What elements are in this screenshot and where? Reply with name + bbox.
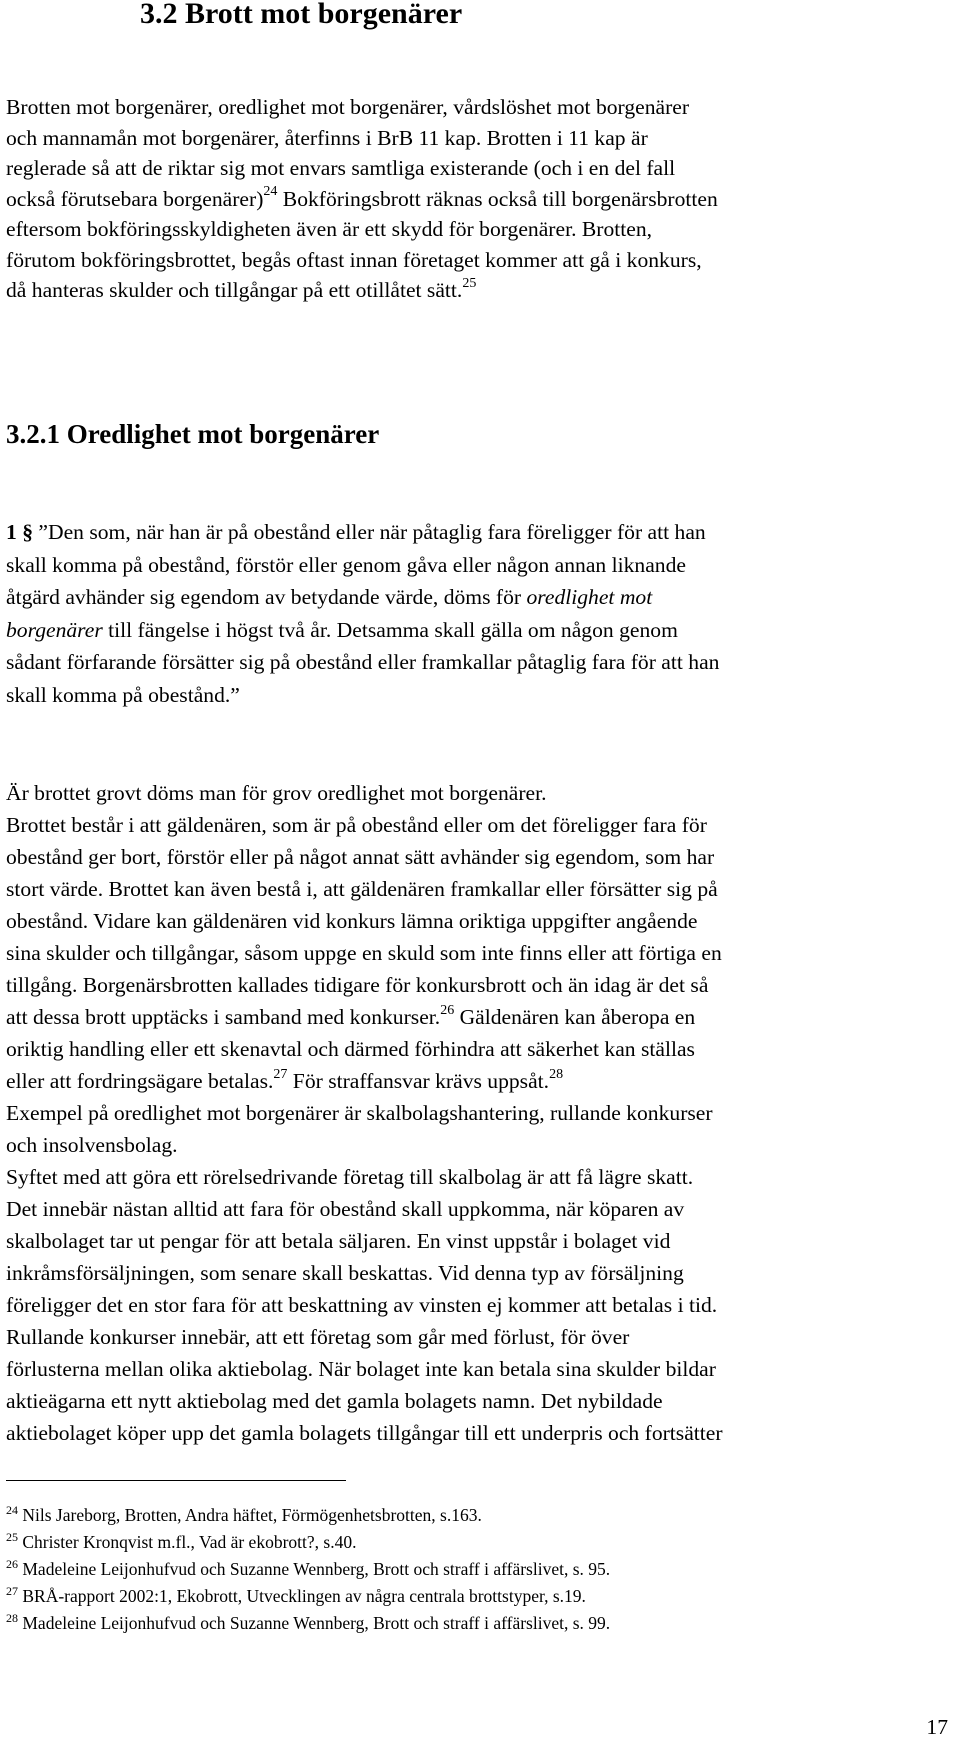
text-line: reglerade så att de riktar sig mot envars samtliga existerande (och i en del fall (6, 156, 676, 180)
text-line: sina skulder och tillgångar, såsom uppge en skuld som inte finns eller att förtiga en (6, 941, 722, 965)
emphasis-text: borgenärer (6, 617, 103, 642)
body-paragraphs (6, 777, 960, 1449)
law-quote (6, 516, 960, 711)
subsection-heading: 3.2.1 Oredlighet mot borgenärer (6, 419, 380, 449)
footnote-number: 27 (6, 1584, 18, 1599)
footnote-text: Madeleine Leijonhufvud och Suzanne Wennberg, Brott och straff i affärslivet, s. 95. (18, 1559, 611, 1579)
text-line: och mannamån mot borgenärer, återfinns i BrB 11 kap. Brotten i 11 kap är (6, 125, 648, 150)
intro-paragraph (6, 92, 960, 306)
text-span: åtgärd avhänder sig egendom av betydande värde, döms för (6, 585, 527, 609)
text-span: Bokföringsbrott räknas också till borgenärsbrotten (277, 186, 718, 211)
text-line: sådant förfarande försätter sig på obestånd eller framkallar påtaglig fara för att han (6, 650, 720, 674)
text-line: skall komma på obestånd.” (6, 682, 240, 707)
footnote-number: 26 (6, 1557, 18, 1572)
page-number: 17 (926, 1715, 948, 1739)
section-heading: 3.2 Brott mot borgenärer (140, 0, 463, 30)
footnote-ref-28[interactable]: 28 (549, 1066, 564, 1082)
text-line: aktiebolaget köper upp det gamla bolagets tillgångar till ett underpris och fortsätter (6, 1421, 723, 1445)
footnote-ref-24[interactable]: 24 (263, 184, 278, 200)
text-line: aktieägarna ett nytt aktiebolag med det gamla bolagets namn. Det nybildade (6, 1389, 663, 1413)
footnote-number: 28 (6, 1611, 18, 1626)
footnote-item (6, 1529, 610, 1556)
text-line (6, 1001, 960, 1033)
footnote-text: BRÅ-rapport 2002:1, Ekobrott, Utvecklingen av några centrala brottstyper, s.19. (18, 1586, 586, 1606)
text-line: Exempel på oredlighet mot borgenärer är skalbolagshantering, rullande konkurser (6, 1101, 713, 1125)
section-number: 1 (6, 520, 17, 544)
footnote-text: Madeleine Leijonhufvud och Suzanne Wennberg, Brott och straff i affärslivet, s. 99. (18, 1613, 611, 1633)
text-line: förlusterna mellan olika aktiebolag. När bolaget inte kan betala sina skulder bildar (6, 1357, 716, 1381)
text-line: obestånd ger bort, förstör eller på något annat sätt avhänder sig egendom, som har (6, 845, 715, 869)
footnote-text: Christer Kronqvist m.fl., Vad är ekobrott?, s.40. (18, 1532, 357, 1552)
text-line: förutom bokföringsbrottet, begås oftast innan företaget kommer att gå i konkurs, (6, 247, 702, 272)
text-line (6, 614, 960, 647)
text-line (6, 516, 960, 549)
text-line: tillgång. Borgenärsbrotten kallades tidigare för konkursbrott och än idag är det så (6, 973, 709, 997)
text-line (6, 184, 960, 215)
text-line: Är brottet grovt döms man för grov oredlighet mot borgenärer. (6, 781, 547, 805)
text-line: Det innebär nästan alltid att fara för obestånd skall uppkomma, när köparen av (6, 1197, 685, 1221)
footnote-ref-25[interactable]: 25 (462, 275, 477, 291)
text-line: stort värde. Brottet kan även bestå i, att gäldenären framkallar eller försätter sig på (6, 877, 718, 901)
text-line: Rullande konkurser innebär, att ett företag som går med förlust, för över (6, 1325, 630, 1349)
text-line: och insolvensbolag. (6, 1133, 178, 1157)
text-line (6, 275, 960, 306)
text-span: att dessa brott upptäcks i samband med konkurser. (6, 1005, 441, 1029)
footnote-divider (6, 1480, 346, 1481)
text-line: skall komma på obestånd, förstör eller genom gåva eller någon annan liknande (6, 552, 686, 577)
footnote-item (6, 1583, 610, 1610)
footnote-item (6, 1556, 610, 1583)
text-span: För straffansvar krävs uppsåt. (287, 1069, 550, 1093)
text-span: Gäldenären kan åberopa en (454, 1005, 696, 1029)
section-sign: § (22, 520, 33, 544)
text-line: oriktig handling eller ett skenavtal och därmed förhindra att säkerhet kan ställas (6, 1037, 695, 1061)
text-line (6, 1065, 960, 1097)
footnote-item (6, 1502, 610, 1529)
text-line: inkråmsförsäljningen, som senare skall beskattas. Vid denna typ av försäljning (6, 1261, 684, 1285)
text-line: föreligger det en stor fara för att beskattning av vinsten ej kommer att betalas i tid. (6, 1293, 718, 1317)
footnote-text: Nils Jareborg, Brotten, Andra häftet, Förmögenhetsbrotten, s.163. (18, 1505, 482, 1525)
text-line: skalbolaget tar ut pengar för att betala säljaren. En vinst uppstår i bolaget vid (6, 1229, 671, 1253)
text-line: Brotten mot borgenärer, oredlighet mot borgenärer, vårdslöshet mot borgenärer (6, 95, 690, 119)
text-line: Brottet består i att gäldenären, som är på obestånd eller om det föreligger fara för (6, 813, 707, 837)
text-line: obestånd. Vidare kan gäldenären vid konkurs lämna oriktiga uppgifter angående (6, 909, 698, 933)
footnote-number: 24 (6, 1503, 18, 1518)
footnote-ref-27[interactable]: 27 (273, 1066, 288, 1082)
text-span: ”Den som, när han är på obestånd eller när påtaglig fara föreligger för att han (33, 520, 706, 544)
text-span: eller att fordringsägare betalas. (6, 1069, 274, 1093)
text-line: eftersom bokföringsskyldigheten även är ett skydd för borgenärer. Brotten, (6, 217, 653, 241)
footnote-ref-26[interactable]: 26 (440, 1002, 455, 1018)
text-span: också förutsebara borgenärer) (6, 186, 264, 211)
text-span: då hanteras skulder och tillgångar på ett otillåtet sätt. (6, 278, 463, 302)
emphasis-text: oredlighet mot (526, 585, 653, 609)
text-span: till fängelse i högst två år. Detsamma skall gälla om någon genom (102, 617, 678, 642)
footnote-item (6, 1610, 610, 1637)
footnotes (6, 1502, 610, 1637)
footnote-number: 25 (6, 1530, 18, 1545)
text-line (6, 581, 960, 614)
text-line: Syftet med att göra ett rörelsedrivande företag till skalbolag är att få lägre skatt. (6, 1165, 694, 1189)
